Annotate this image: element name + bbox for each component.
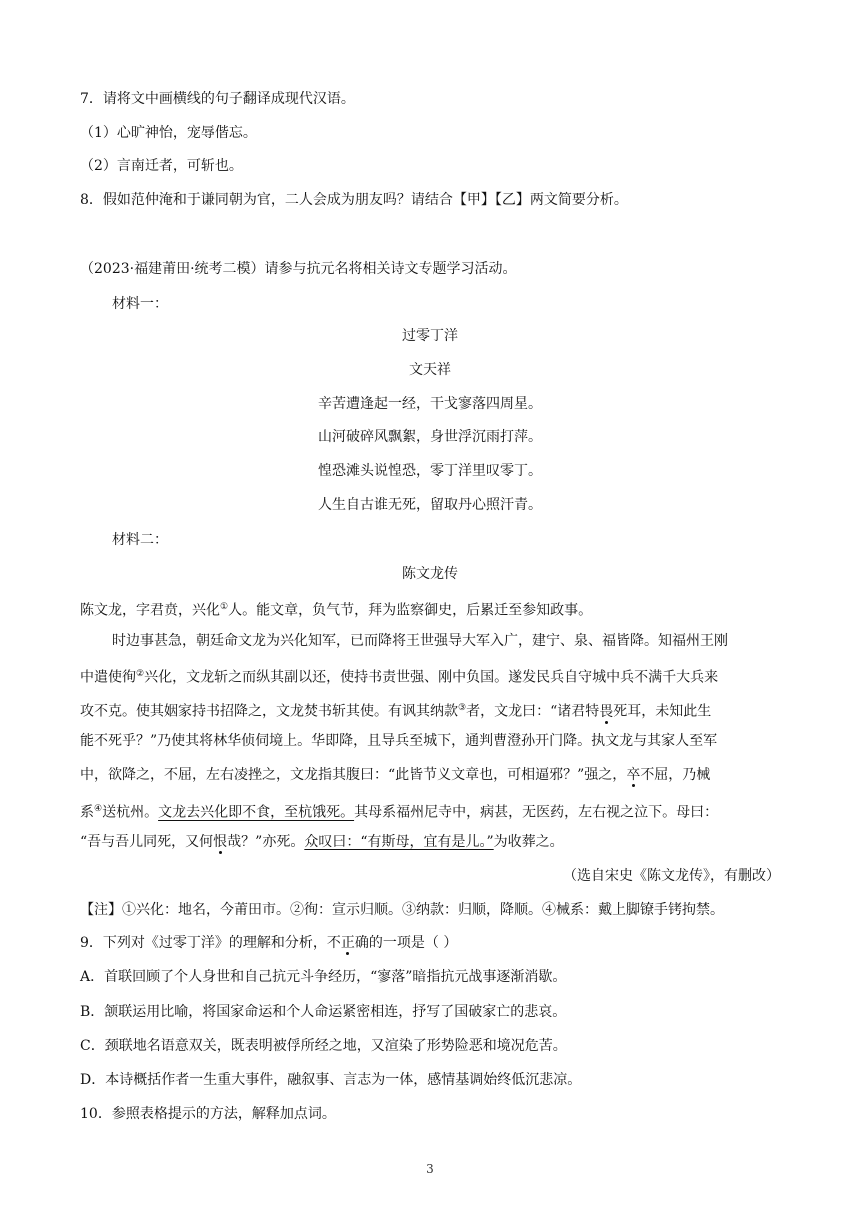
poem-line-3: 惶恐滩头说惶恐，零丁洋里叹零丁。 — [318, 463, 542, 479]
dotted-emphasis: 不正确 — [326, 935, 369, 951]
material-2-label: 材料二： — [112, 532, 168, 548]
biography-line-6: 系④送杭州。文龙去兴化即不食，至杭饿死。其母系福州尼寺中，病甚，无医药，左右视之泣下。母曰： — [80, 804, 719, 821]
question-7: 7．请将文中画横线的句子翻译成现代汉语。 — [80, 91, 355, 107]
biography-line-4: 能不死乎？”乃使其将林华侦伺境上。华即降，且导兵至城下，通判曹澄孙开门降。执文龙与其家人至军 — [80, 733, 718, 749]
question-9: 9．下列对《过零丁洋》的理解和分析，不正确的一项是（ ） — [80, 935, 458, 951]
poem-line-2: 山河破碎风飘絮，身世浮沉雨打萍。 — [318, 429, 542, 445]
underlined-sentence-2: 众叹曰：“有斯母，宜有是儿。” — [304, 834, 494, 850]
biography-line-2: 中遣使徇②兴化，文龙斩之而纵其副以还，使持书责世强、刚中负国。遂发民兵自守城中兵不满千大兵来 — [80, 669, 719, 686]
footnote-mark: ③ — [458, 703, 467, 713]
biography-line-5: 中，欲降之，不屈，左右凌挫之，文龙指其腹曰：“此皆节义文章也，可相逼邪？”强之，卒不屈，乃械 — [80, 767, 711, 783]
biography-paragraph-1: 陈文龙，字君贲，兴化①人。能文章，负气节，拜为监察御史，后累迁至参知政事。 — [80, 602, 593, 619]
poem-line-4: 人生自古谁无死，留取丹心照汗青。 — [318, 497, 542, 513]
material-1-label: 材料一： — [112, 296, 168, 312]
biography-title: 陈文龙传 — [402, 566, 458, 582]
dotted-word: 畏 — [599, 703, 614, 720]
page-number: 3 — [426, 1162, 434, 1176]
footnotes: 【注】①兴化：地名，今莆田市。②徇：宣示归顺。③纳款：归顺，降顺。④械系：戴上脚镣手铐拘禁。 — [80, 902, 724, 918]
biography-line-3: 攻不克。使其姻家持书招降之，文龙焚书斩其使。有讽其纳款③者，文龙曰：“诸君特畏死耳，未知此生 — [80, 703, 712, 720]
dotted-word: 卒 — [626, 767, 641, 783]
poem-author: 文天祥 — [409, 362, 451, 378]
poem-line-1: 辛苦遭逢起一经，干戈寥落四周星。 — [318, 396, 542, 412]
biography-source: （选自宋史《陈文龙传》，有删改） — [563, 868, 780, 884]
underlined-sentence-1: 文龙去兴化即不食，至杭饿死。 — [158, 804, 355, 821]
option-c: C．颈联地名语意双关，既表明被俘所经之地，又渲染了形势险恶和境况危苦。 — [80, 1038, 567, 1054]
poem-title: 过零丁洋 — [402, 328, 458, 344]
option-b: B．颔联运用比喻，将国家命运和个人命运紧密相连，抒写了国破家亡的悲哀。 — [80, 1004, 567, 1020]
dotted-word: 恨 — [213, 834, 228, 850]
footnote-mark: ④ — [94, 804, 103, 814]
option-a: A．首联回顾了个人身世和自己抗元斗争经历，“寥落”暗指抗元战事逐渐消歇。 — [80, 969, 567, 985]
footnote-mark: ① — [220, 602, 229, 612]
question-8: 8．假如范仲淹和于谦同朝为官，二人会成为朋友吗？请结合【甲】【乙】两文简要分析。 — [80, 192, 628, 208]
question-7-item-1: （1）心旷神怡，宠辱偕忘。 — [80, 125, 257, 141]
question-7-item-2: （2）言南迁者，可斩也。 — [80, 158, 243, 174]
option-d: D．本诗概括作者一生重大事件，融叙事、言志为一体，感情基调始终低沉悲凉。 — [80, 1072, 582, 1088]
footnote-mark: ② — [136, 669, 145, 679]
biography-line-7: “吾与吾儿同死，又何恨哉？”亦死。众叹曰：“有斯母，宜有是儿。”为收葬之。 — [80, 834, 564, 850]
question-10: 10．参照表格提示的方法，解释加点词。 — [80, 1106, 336, 1122]
section-intro: （2023·福建莆田·统考二模）请参与抗元名将相关诗文专题学习活动。 — [80, 261, 517, 277]
biography-line-1: 时边事甚急，朝廷命文龙为兴化知军，已而降将王世强导大军入广，建宁、泉、福皆降。知福州王刚 — [112, 633, 728, 649]
